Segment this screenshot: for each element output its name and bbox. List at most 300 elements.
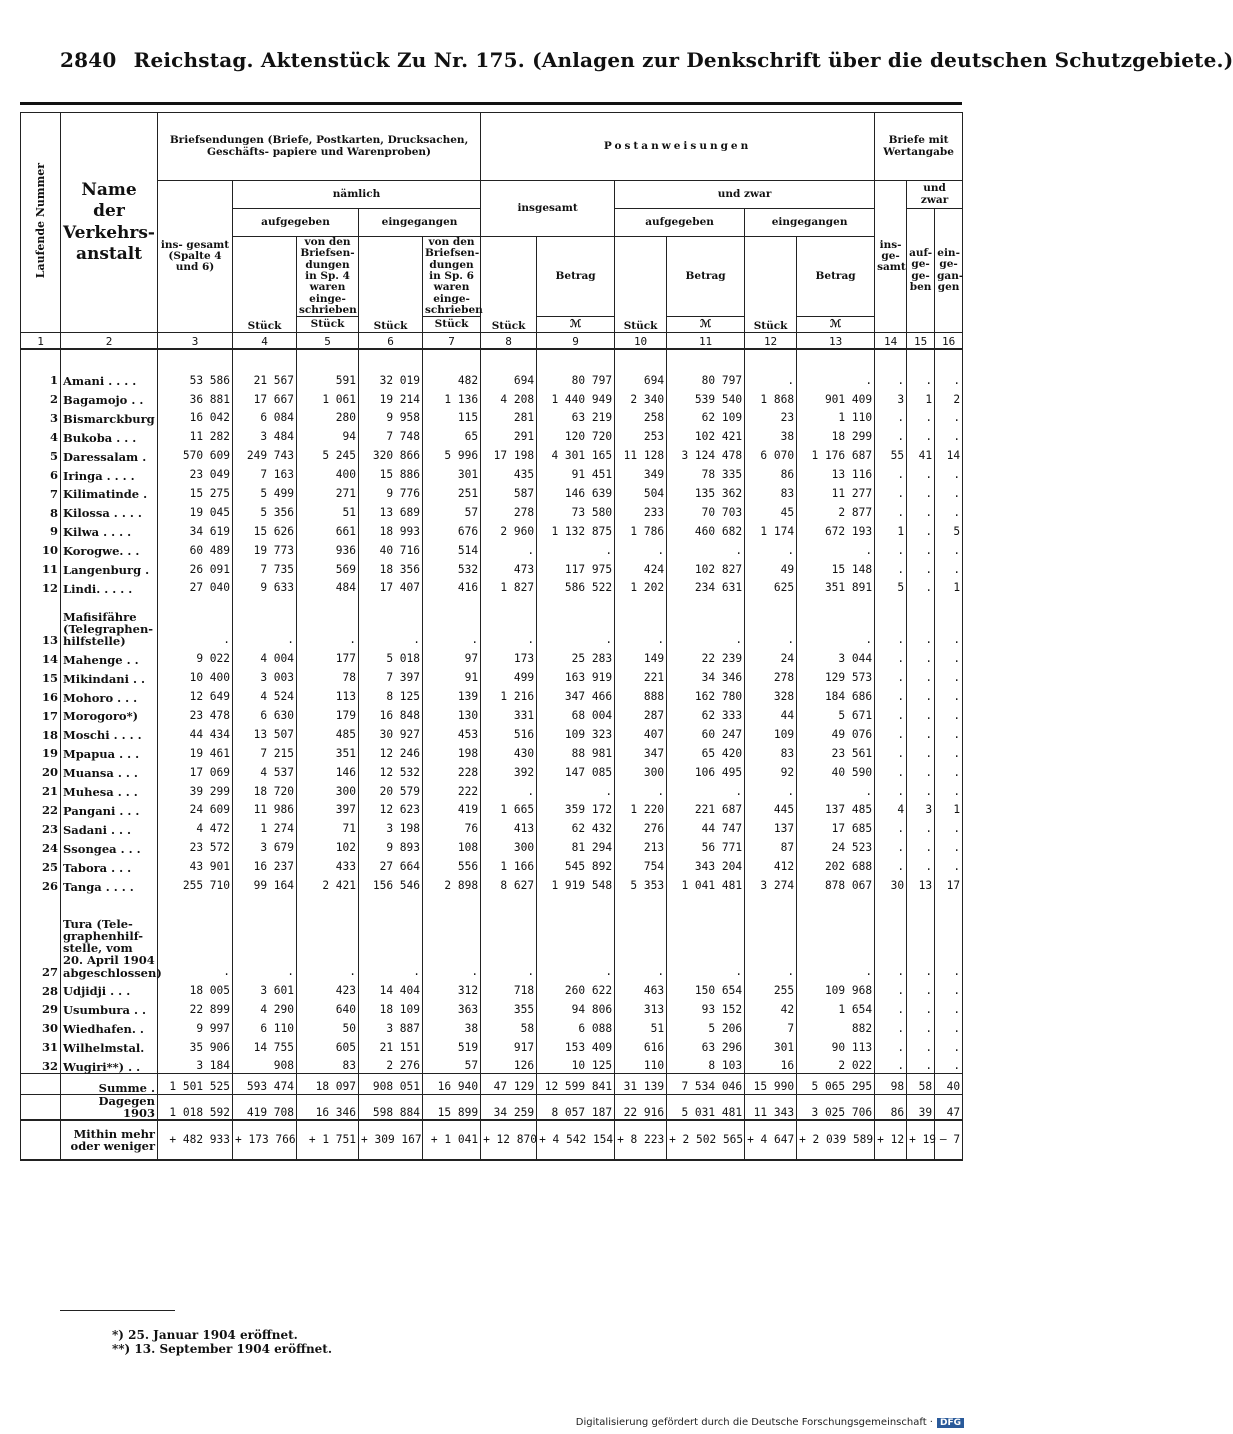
station-name: Morogoro*): [61, 704, 158, 723]
table-cell: 42: [745, 997, 797, 1016]
table-cell: 234 631: [667, 576, 745, 595]
table-row: [21, 666, 963, 685]
station-name: Muhesa . . .: [61, 779, 158, 798]
table-cell: 115: [423, 406, 481, 425]
table-cell: 13 507: [233, 723, 297, 742]
table-cell: 430: [481, 741, 537, 760]
table-cell: 38: [423, 1016, 481, 1035]
table-cell: 3: [875, 387, 907, 406]
table-cell: 5 031 481: [667, 1095, 745, 1121]
wert-insgesamt-header: ins- ge- samt: [875, 181, 907, 333]
table-cell: .: [797, 779, 875, 798]
table-cell: .: [667, 538, 745, 557]
table-cell: 44 434: [158, 723, 233, 742]
station-name: Tura (Tele- graphenhilf- stelle, vom 20. April 1904 abgeschlossen): [61, 893, 158, 979]
table-row: [21, 1054, 963, 1073]
table-cell: .: [875, 482, 907, 501]
table-cell: .: [935, 368, 963, 387]
table-cell: 60 247: [667, 723, 745, 742]
table-cell: 17: [935, 874, 963, 893]
station-name: Wiedhafen. .: [61, 1016, 158, 1035]
table-cell: 16 237: [233, 855, 297, 874]
column-number: 5: [297, 333, 359, 350]
table-cell: .: [875, 704, 907, 723]
table-cell: 718: [481, 979, 537, 998]
col11-mark: ℳ: [667, 317, 745, 333]
table-cell: 16 346: [297, 1095, 359, 1121]
table-cell: .: [875, 666, 907, 685]
table-row: [21, 482, 963, 501]
table-cell: 453: [423, 723, 481, 742]
table-cell: .: [875, 836, 907, 855]
table-row: [21, 855, 963, 874]
table-cell: 65: [423, 425, 481, 444]
table-cell: 625: [745, 576, 797, 595]
row-number: 20: [21, 760, 61, 779]
table-cell: .: [907, 425, 935, 444]
table-cell: 23 049: [158, 463, 233, 482]
table-cell: 392: [481, 760, 537, 779]
table-cell: .: [935, 855, 963, 874]
table-cell: 355: [481, 997, 537, 1016]
table-cell: 163 919: [537, 666, 615, 685]
table-cell: 149: [615, 647, 667, 666]
col11-betrag: Betrag: [667, 237, 745, 317]
station-name: Muansa . . .: [61, 760, 158, 779]
table-cell: .: [935, 836, 963, 855]
table-cell: 539 540: [667, 387, 745, 406]
column-number: 7: [423, 333, 481, 350]
table-cell: .: [907, 997, 935, 1016]
table-cell: 109 323: [537, 723, 615, 742]
table-cell: 276: [615, 817, 667, 836]
table-cell: 58: [481, 1016, 537, 1035]
table-cell: 26 091: [158, 557, 233, 576]
table-cell: 888: [615, 685, 667, 704]
table-cell: 1: [935, 576, 963, 595]
table-cell: .: [297, 595, 359, 647]
table-cell: 9 958: [359, 406, 423, 425]
column-number: 13: [797, 333, 875, 350]
table-cell: .: [935, 893, 963, 979]
table-cell: 4 537: [233, 760, 297, 779]
table-row: [21, 1016, 963, 1035]
table-cell: .: [359, 595, 423, 647]
table-cell: 16 042: [158, 406, 233, 425]
table-cell: 80 797: [537, 368, 615, 387]
table-cell: .: [745, 538, 797, 557]
column-number: 12: [745, 333, 797, 350]
table-cell: 38: [745, 425, 797, 444]
table-cell: 2 960: [481, 519, 537, 538]
row-number: 4: [21, 425, 61, 444]
table-cell: 146: [297, 760, 359, 779]
table-cell: .: [745, 368, 797, 387]
table-cell: 5 356: [233, 501, 297, 520]
table-cell: + 173 766: [233, 1120, 297, 1160]
table-cell: 35 906: [158, 1035, 233, 1054]
table-cell: .: [615, 779, 667, 798]
table-cell: 15 275: [158, 482, 233, 501]
table-cell: 423: [297, 979, 359, 998]
table-cell: 55: [875, 444, 907, 463]
table-row: [21, 1035, 963, 1054]
table-cell: .: [537, 595, 615, 647]
table-row: [21, 368, 963, 387]
table-cell: 4 301 165: [537, 444, 615, 463]
table-cell: 2 022: [797, 1054, 875, 1073]
table-cell: .: [667, 893, 745, 979]
name-header: Name der Verkehrs- anstalt: [61, 113, 158, 333]
table-cell: .: [907, 817, 935, 836]
table-cell: .: [935, 406, 963, 425]
table-cell: 3 124 478: [667, 444, 745, 463]
table-cell: 5 245: [297, 444, 359, 463]
table-cell: 18 356: [359, 557, 423, 576]
row-number: 31: [21, 1035, 61, 1054]
table-cell: 40 716: [359, 538, 423, 557]
col13-mark: ℳ: [797, 317, 875, 333]
row-number: 19: [21, 741, 61, 760]
table-cell: 40 590: [797, 760, 875, 779]
table-cell: 3 484: [233, 425, 297, 444]
table-cell: 908 051: [359, 1074, 423, 1095]
table-row: [21, 647, 963, 666]
table-cell: 556: [423, 855, 481, 874]
table-cell: 4 208: [481, 387, 537, 406]
station-name: Amani . . . .: [61, 368, 158, 387]
row-number: 24: [21, 836, 61, 855]
column-number: 6: [359, 333, 423, 350]
table-cell: 62 109: [667, 406, 745, 425]
table-row: [21, 779, 963, 798]
table-row: [21, 1120, 963, 1160]
table-cell: 255 710: [158, 874, 233, 893]
table-row: [21, 893, 963, 979]
table-cell: + 19: [907, 1120, 935, 1160]
table-cell: .: [935, 666, 963, 685]
table-cell: .: [907, 538, 935, 557]
table-cell: 1 440 949: [537, 387, 615, 406]
table-cell: 312: [423, 979, 481, 998]
table-cell: 8 125: [359, 685, 423, 704]
table-cell: 177: [297, 647, 359, 666]
table-cell: 14 404: [359, 979, 423, 998]
table-cell: 473: [481, 557, 537, 576]
column-number-row: [21, 333, 963, 350]
table-cell: 328: [745, 685, 797, 704]
table-cell: 1 176 687: [797, 444, 875, 463]
table-cell: 27 040: [158, 576, 233, 595]
table-cell: .: [875, 855, 907, 874]
page-header: [60, 48, 1233, 72]
table-cell: 19 214: [359, 387, 423, 406]
table-cell: 213: [615, 836, 667, 855]
table-cell: 2 340: [615, 387, 667, 406]
col8-stueck: Stück: [481, 237, 537, 333]
table-cell: 258: [615, 406, 667, 425]
table-cell: 7 735: [233, 557, 297, 576]
table-cell: .: [935, 538, 963, 557]
table-cell: 11 128: [615, 444, 667, 463]
table-cell: 43 901: [158, 855, 233, 874]
table-cell: 233: [615, 501, 667, 520]
laufende-nummer-header: Laufende Nummer: [21, 113, 61, 333]
table-cell: 19 045: [158, 501, 233, 520]
table-cell: 1 665: [481, 798, 537, 817]
table-cell: 5 996: [423, 444, 481, 463]
table-cell: 598 884: [359, 1095, 423, 1121]
table-cell: .: [537, 538, 615, 557]
table-cell: 3 198: [359, 817, 423, 836]
station-name: Mithin mehr oder weniger: [61, 1120, 158, 1160]
column-number: 15: [907, 333, 935, 350]
table-cell: 1 654: [797, 997, 875, 1016]
station-name: Bukoba . . .: [61, 425, 158, 444]
table-cell: 56 771: [667, 836, 745, 855]
postanweisungen-header: Postanweisungen: [481, 113, 875, 181]
table-cell: 936: [297, 538, 359, 557]
table-row: [21, 387, 963, 406]
table-cell: .: [875, 501, 907, 520]
table-cell: 117 975: [537, 557, 615, 576]
table-cell: .: [935, 741, 963, 760]
table-cell: 108: [423, 836, 481, 855]
table-cell: 359 172: [537, 798, 615, 817]
table-cell: 27 664: [359, 855, 423, 874]
table-cell: 63 219: [537, 406, 615, 425]
table-cell: 13: [907, 874, 935, 893]
table-cell: 1 018 592: [158, 1095, 233, 1121]
table-cell: 198: [423, 741, 481, 760]
table-cell: 2 421: [297, 874, 359, 893]
table-cell: 39 299: [158, 779, 233, 798]
table-row: [21, 817, 963, 836]
table-row: [21, 406, 963, 425]
table-cell: 11 343: [745, 1095, 797, 1121]
pa-insgesamt-header: insgesamt: [481, 181, 615, 237]
column-number: 3: [158, 333, 233, 350]
table-cell: 76: [423, 817, 481, 836]
table-cell: 202 688: [797, 855, 875, 874]
table-cell: 2 276: [359, 1054, 423, 1073]
table-cell: 300: [481, 836, 537, 855]
table-cell: 1 110: [797, 406, 875, 425]
footnotes: [112, 1328, 332, 1357]
table-cell: .: [935, 1016, 963, 1035]
table-cell: 1 827: [481, 576, 537, 595]
table-cell: 901 409: [797, 387, 875, 406]
table-cell: .: [875, 997, 907, 1016]
table-cell: 1 786: [615, 519, 667, 538]
table-cell: 81 294: [537, 836, 615, 855]
table-cell: 300: [615, 760, 667, 779]
table-cell: 3 025 706: [797, 1095, 875, 1121]
table-cell: 20 579: [359, 779, 423, 798]
table-cell: 3 184: [158, 1054, 233, 1073]
table-cell: 21 151: [359, 1035, 423, 1054]
station-name: Dagegen 1903: [61, 1095, 158, 1121]
table-cell: 400: [297, 463, 359, 482]
table-container: [20, 112, 962, 1161]
table-cell: 9 893: [359, 836, 423, 855]
table-cell: .: [875, 406, 907, 425]
table-cell: 1: [907, 387, 935, 406]
table-cell: 1: [935, 798, 963, 817]
table-cell: .: [907, 576, 935, 595]
column-number: 11: [667, 333, 745, 350]
table-cell: 16 848: [359, 704, 423, 723]
table-cell: 22 239: [667, 647, 745, 666]
table-cell: 83: [745, 741, 797, 760]
table-cell: 499: [481, 666, 537, 685]
table-cell: .: [935, 1054, 963, 1073]
table-cell: 917: [481, 1035, 537, 1054]
table-cell: .: [907, 463, 935, 482]
table-cell: 45: [745, 501, 797, 520]
table-cell: 1 061: [297, 387, 359, 406]
table-cell: 419: [423, 798, 481, 817]
table-cell: 13 116: [797, 463, 875, 482]
table-cell: .: [907, 519, 935, 538]
table-cell: 15 899: [423, 1095, 481, 1121]
table-cell: .: [615, 595, 667, 647]
station-name: Mafisifähre (Telegraphen- hilfstelle): [61, 595, 158, 647]
row-number: 22: [21, 798, 61, 817]
table-cell: + 1 041: [423, 1120, 481, 1160]
table-row: [21, 741, 963, 760]
table-cell: 7 534 046: [667, 1074, 745, 1095]
station-name: Wilhelmstal.: [61, 1035, 158, 1054]
table-cell: .: [907, 836, 935, 855]
table-cell: 9 997: [158, 1016, 233, 1035]
table-cell: 3 274: [745, 874, 797, 893]
table-cell: 313: [615, 997, 667, 1016]
table-cell: 6 070: [745, 444, 797, 463]
row-number: [21, 1074, 61, 1095]
table-cell: 7 397: [359, 666, 423, 685]
table-cell: .: [935, 979, 963, 998]
table-cell: .: [158, 595, 233, 647]
statistics-table: [20, 112, 963, 1161]
table-cell: 94: [297, 425, 359, 444]
digitization-credit: [576, 1417, 964, 1428]
col5-stueck: Stück: [297, 317, 359, 333]
table-cell: 93 152: [667, 997, 745, 1016]
table-cell: 13 689: [359, 501, 423, 520]
table-cell: .: [797, 538, 875, 557]
table-cell: 32 019: [359, 368, 423, 387]
table-cell: 16: [745, 1054, 797, 1073]
table-cell: .: [537, 893, 615, 979]
table-cell: 1 274: [233, 817, 297, 836]
table-cell: + 12: [875, 1120, 907, 1160]
table-cell: 51: [297, 501, 359, 520]
table-cell: 3 679: [233, 836, 297, 855]
row-number: 25: [21, 855, 61, 874]
table-cell: 363: [423, 997, 481, 1016]
station-name: Udjidji . . .: [61, 979, 158, 998]
table-cell: 78 335: [667, 463, 745, 482]
table-row: [21, 463, 963, 482]
table-cell: 156 546: [359, 874, 423, 893]
table-cell: .: [907, 595, 935, 647]
station-name: Ssongea . . .: [61, 836, 158, 855]
table-cell: 146 639: [537, 482, 615, 501]
table-cell: .: [907, 893, 935, 979]
table-cell: + 4 647: [745, 1120, 797, 1160]
station-name: Usumbura . .: [61, 997, 158, 1016]
table-cell: 351: [297, 741, 359, 760]
table-cell: .: [935, 817, 963, 836]
table-cell: 3: [907, 798, 935, 817]
table-cell: .: [935, 685, 963, 704]
table-cell: 228: [423, 760, 481, 779]
table-cell: 15 148: [797, 557, 875, 576]
table-cell: 5 671: [797, 704, 875, 723]
table-cell: 419 708: [233, 1095, 297, 1121]
table-cell: .: [481, 779, 537, 798]
table-cell: 71: [297, 817, 359, 836]
table-cell: .: [481, 595, 537, 647]
table-cell: 545 892: [537, 855, 615, 874]
pa-aufgegeben-header: aufgegeben: [615, 209, 745, 237]
table-cell: .: [907, 666, 935, 685]
table-cell: .: [935, 482, 963, 501]
table-cell: 102 827: [667, 557, 745, 576]
table-cell: 397: [297, 798, 359, 817]
table-cell: 109 968: [797, 979, 875, 998]
table-cell: 1 174: [745, 519, 797, 538]
table-cell: 2 898: [423, 874, 481, 893]
station-name: Kilimatinde .: [61, 482, 158, 501]
station-name: Moschi . . . .: [61, 723, 158, 742]
col5-header: von den Briefsen- dungen in Sp. 4 waren einge- schrieben: [297, 237, 359, 317]
table-cell: 106 495: [667, 760, 745, 779]
table-cell: .: [875, 685, 907, 704]
table-row: [21, 685, 963, 704]
row-number: 15: [21, 666, 61, 685]
table-cell: 754: [615, 855, 667, 874]
table-cell: 57: [423, 501, 481, 520]
table-cell: 5 353: [615, 874, 667, 893]
table-cell: 9 776: [359, 482, 423, 501]
table-cell: 150 654: [667, 979, 745, 998]
table-cell: 15 886: [359, 463, 423, 482]
row-number: 8: [21, 501, 61, 520]
table-cell: .: [875, 538, 907, 557]
table-cell: 153 409: [537, 1035, 615, 1054]
row-number: 32: [21, 1054, 61, 1073]
table-cell: 91 451: [537, 463, 615, 482]
table-cell: 21 567: [233, 368, 297, 387]
table-cell: .: [797, 595, 875, 647]
table-cell: + 12 870: [481, 1120, 537, 1160]
table-row: [21, 519, 963, 538]
table-row: [21, 704, 963, 723]
table-cell: 253: [615, 425, 667, 444]
table-cell: 12 532: [359, 760, 423, 779]
table-cell: 7: [745, 1016, 797, 1035]
row-number: 10: [21, 538, 61, 557]
col13-betrag: Betrag: [797, 237, 875, 317]
table-cell: 222: [423, 779, 481, 798]
row-number: 3: [21, 406, 61, 425]
table-cell: 17 069: [158, 760, 233, 779]
table-cell: .: [907, 685, 935, 704]
table-cell: + 1 751: [297, 1120, 359, 1160]
table-cell: .: [907, 760, 935, 779]
